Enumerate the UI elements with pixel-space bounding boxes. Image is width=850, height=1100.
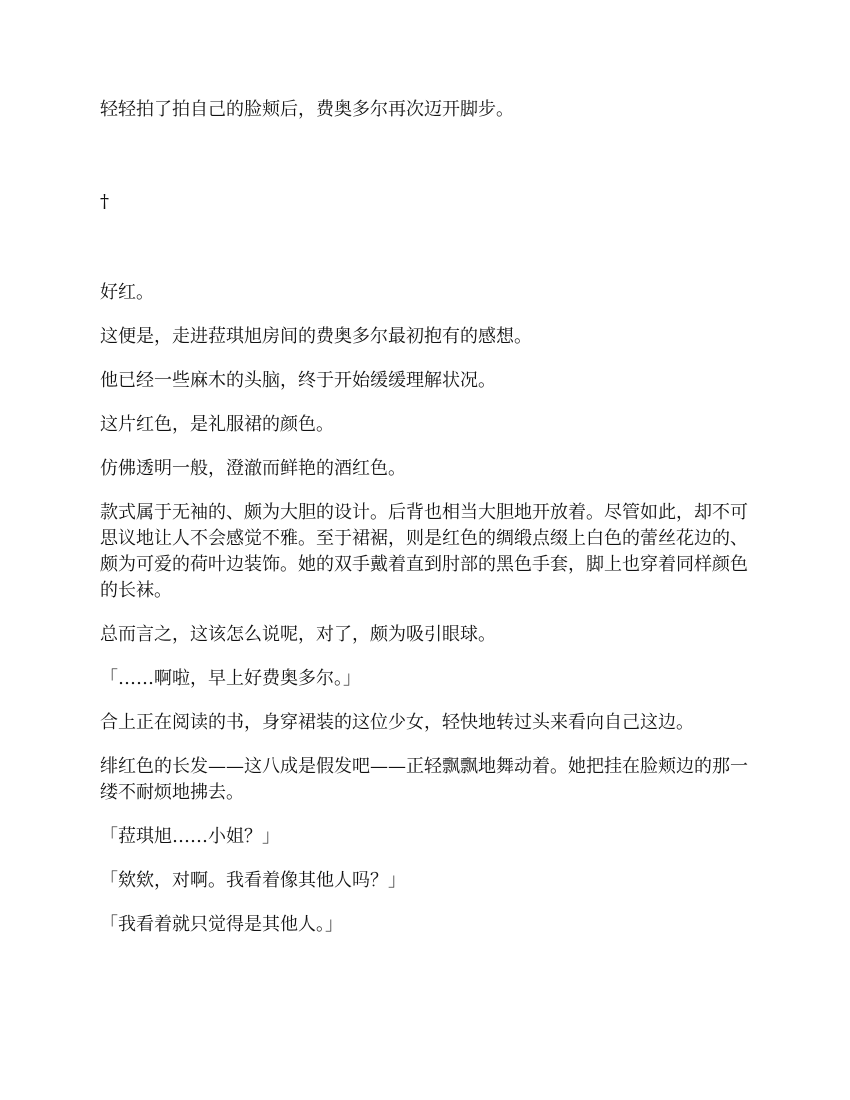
paragraph: 款式属于无袖的、颇为大胆的设计。后背也相当大胆地开放着。尽管如此，却不可思议地让人不会感觉不雅。至于裙裾，则是红色的绸缎点缀上白色的蕾丝花边的、颇为可爱的荷叶边装饰。她的双手戴着直到肘部的黑色手套，脚上也穿着同样颜色的长袜。 — [100, 502, 748, 601]
separator-mark: † — [100, 191, 109, 212]
paragraph: 仿佛透明一般，澄澈而鲜艳的酒红色。 — [100, 458, 406, 479]
paragraph: 这片红色，是礼服裙的颜色。 — [100, 414, 334, 435]
paragraph: 合上正在阅读的书，身穿裙装的这位少女，轻快地转过头来看向自己这边。 — [100, 712, 694, 733]
paragraph: 好红。 — [100, 282, 154, 303]
dialogue-line: 「欸欸，对啊。我看着像其他人吗？」 — [100, 870, 406, 891]
dialogue-line: 「菈琪旭……小姐？」 — [100, 826, 280, 847]
dialogue-line: 「我看着就只觉得是其他人。」 — [100, 914, 343, 935]
dialogue-line: 「……啊啦，早上好费奥多尔。」 — [100, 668, 361, 689]
paragraph: 总而言之，这该怎么说呢，对了，颇为吸引眼球。 — [100, 624, 496, 645]
paragraph: 他已经一些麻木的头脑，终于开始缓缓理解状况。 — [100, 370, 496, 391]
paragraph-text: 轻轻拍了拍自己的脸颊后，费奥多尔再次迈开脚步。 — [100, 99, 514, 120]
body-text — [100, 280, 750, 956]
paragraph: 这便是，走进菈琪旭房间的费奥多尔最初抱有的感想。 — [100, 326, 532, 347]
section-separator — [100, 189, 750, 215]
paragraph: 绯红色的长发——这八成是假发吧——正轻飘飘地舞动着。她把挂在脸颊边的那一缕不耐烦地拂去。 — [100, 756, 748, 803]
opening-paragraph — [100, 97, 750, 123]
